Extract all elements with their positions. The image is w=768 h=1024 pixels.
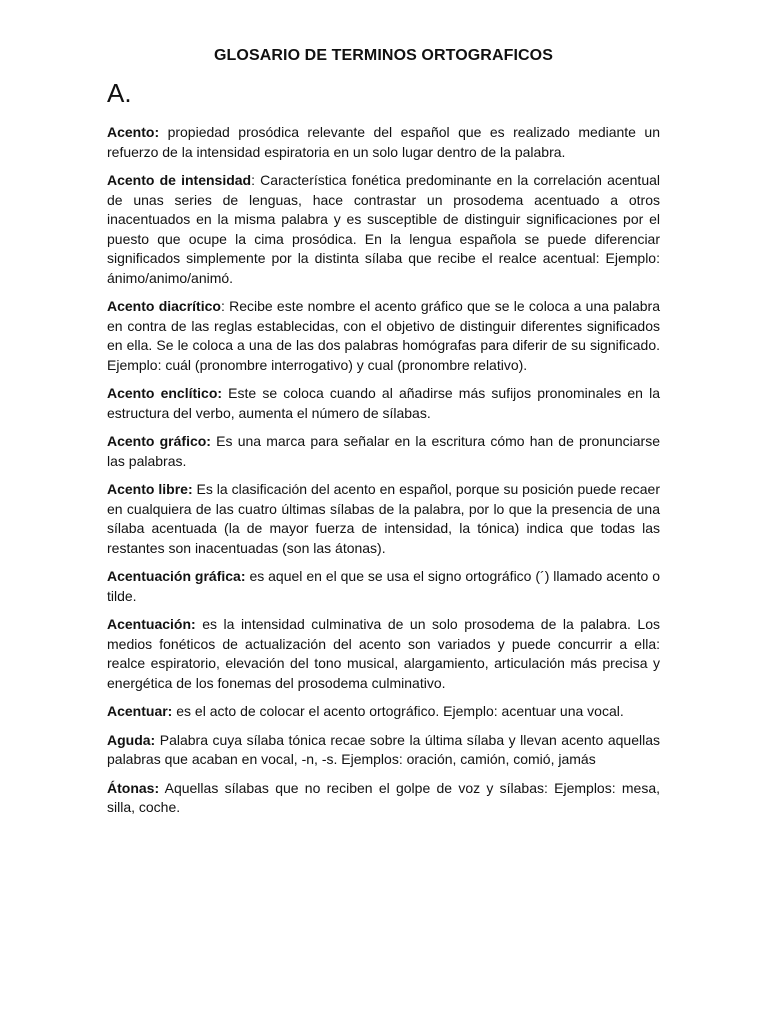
entry-term: Acento:: [107, 124, 160, 140]
glossary-entry: [107, 123, 660, 162]
glossary-entry: [107, 702, 660, 722]
entry-definition: Palabra cuya sílaba tónica recae sobre la última sílaba y llevan acento aquellas palabras que acaban en vocal, -n, -s. Ejemplos: oración, camión, comió, jamás: [107, 731, 660, 767]
entry-term: Acento gráfico:: [107, 433, 211, 449]
entry-term: Acentuar:: [107, 703, 173, 719]
entry-term: Acento libre:: [107, 481, 193, 497]
glossary-entry: [107, 384, 660, 423]
entry-definition: es el acto de colocar el acento ortográfico. Ejemplo: acentuar una vocal.: [172, 703, 624, 719]
document-page: [107, 0, 660, 818]
glossary-entry: [107, 432, 660, 471]
entry-definition: es aquel en el que se usa el signo ortográfico (´) llamado acento o tilde.: [107, 568, 660, 604]
entry-definition: : Recibe este nombre el acento gráfico que se le coloca a una palabra en contra de las reglas establecidas, con el objetivo de distinguir diferentes significados en ella. Se le coloca a una de las dos palabras homógrafas para diferir de su significado. Ejemplo: cuál (pronombre interrogativo) y cual (pronombre relativo).: [107, 298, 660, 373]
glossary-entry: [107, 779, 660, 818]
page-title: GLOSARIO DE TERMINOS ORTOGRAFICOS: [213, 47, 554, 64]
glossary-entry: [107, 297, 660, 375]
entry-term: Acento diacrítico: [107, 298, 221, 314]
entry-definition: Es una marca para señalar en la escritura cómo han de pronunciarse las palabras.: [107, 433, 660, 469]
glossary-entry: [107, 480, 660, 558]
entry-definition: es la intensidad culminativa de un solo prosodema de la palabra. Los medios fonéticos de actualización del acento son variados y puede concurrir a ella: realce espiratorio, elevación del tono musical, alargamiento, articulación más precisa y energética de los fonemas del prosodema culminativo.: [107, 616, 660, 691]
glossary-entry: [107, 615, 660, 693]
entry-term: Átonas:: [107, 779, 160, 796]
glossary-entry: [107, 567, 660, 606]
glossary-entry: [107, 731, 660, 770]
entry-term: Aguda:: [107, 731, 156, 748]
entry-term: Acentuación gráfica:: [107, 568, 246, 584]
entry-term: Acento de intensidad: [107, 172, 252, 188]
section-heading: A.: [107, 78, 132, 108]
entry-definition: : Característica fonética predominante en la correlación acentual de unas series de lenguas, hace contrastar un prosodema acentuado a otros inacentuados en la misma palabra y es susceptible de distinguir significaciones por el puesto que ocupe la cima prosódica. En la lengua española se puede diferenciar significados simplemente por la distinta sílaba que recibe el realce acentual: Ejemplo: ánimo/animo/animó.: [107, 172, 661, 286]
entry-definition: propiedad prosódica relevante del español que es realizado mediante un refuerzo de la intensidad espiratoria en un solo lugar dentro de la palabra.: [107, 124, 660, 160]
entry-term: Acento enclítico:: [107, 385, 223, 401]
entry-definition: Aquellas sílabas que no reciben el golpe de voz y sílabas: Ejemplos: mesa, silla, coche.: [107, 779, 660, 815]
glossary-entry: [107, 171, 660, 288]
entry-definition: Es la clasificación del acento en español, porque su posición puede recaer en cualquiera de las cuatro últimas sílabas de la palabra, por lo que la presencia de una sílaba acentuada (la de mayor fuerza de intensidad, la tónica) indica que todas las restantes son inacentuadas (son las átonas).: [107, 481, 660, 556]
entry-term: Acentuación:: [107, 616, 196, 632]
entry-definition: Este se coloca cuando al añadirse más sufijos pronominales en la estructura del verbo, aumenta el número de sílabas.: [107, 385, 661, 421]
